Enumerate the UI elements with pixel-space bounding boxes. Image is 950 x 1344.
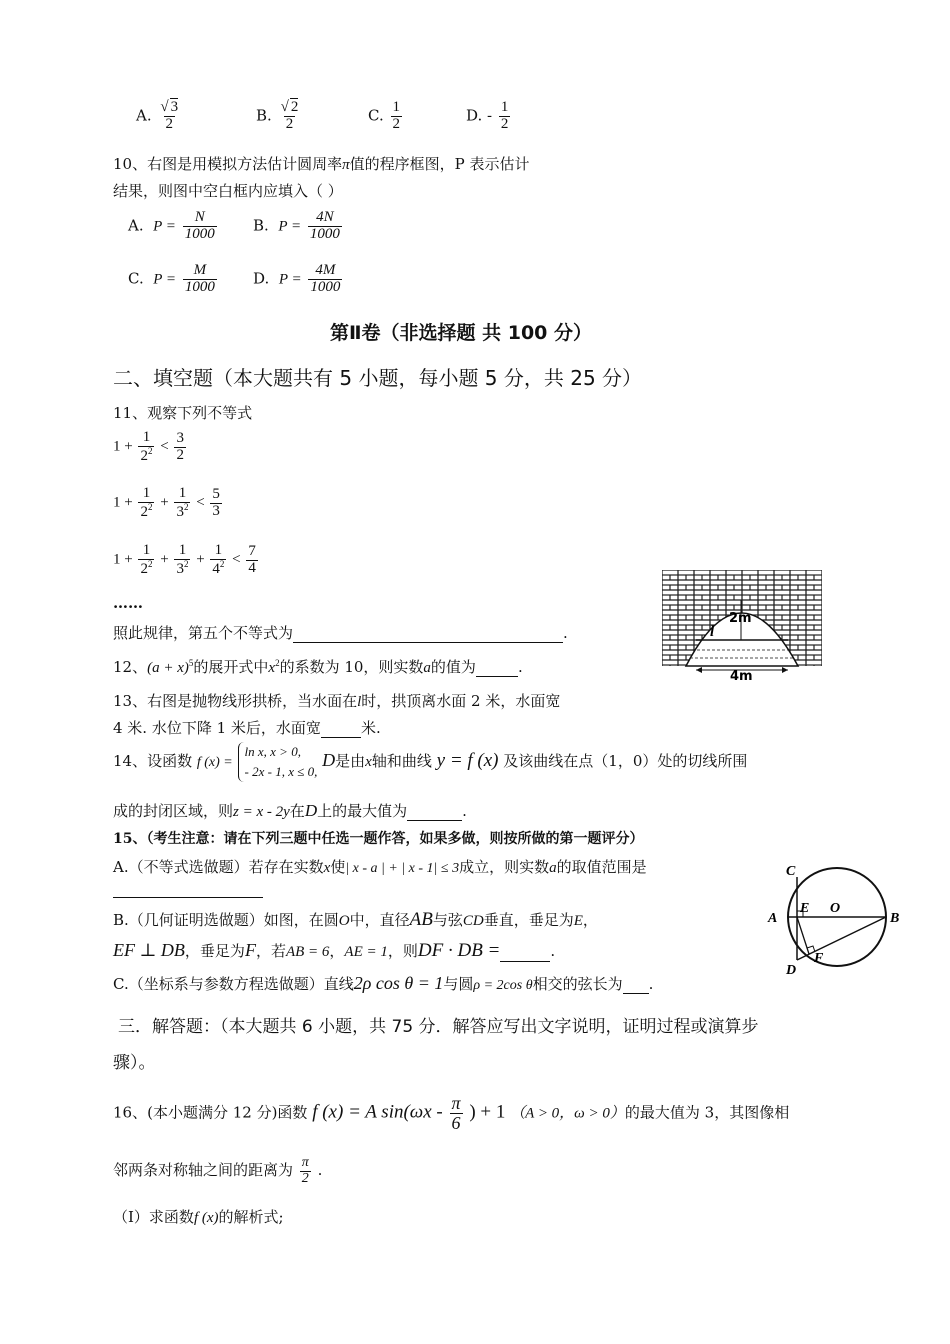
q9-option-d: D. - $\frac{1}{2}$ bbox=[466, 99, 509, 132]
q11-inequality-1: 1 + $\frac{1}{2^2}$ < $\frac{3}{2}$ bbox=[113, 429, 184, 464]
q11-inequality-3: 1 + $\frac{1}{2^2}$ + $\frac{1}{3^2}$ + $\frac{1}{4^2}$ < $\frac{7}{4}$ bbox=[113, 542, 256, 577]
part2-title: 第Ⅱ卷（非选择题 共 100 分） bbox=[330, 322, 593, 344]
q10-line2: 结果，则图中空白框内应填入（ ） bbox=[113, 182, 343, 200]
q10-option-a: A. P = $\frac{N}{1000}$ bbox=[128, 209, 215, 242]
q11-fifth: 照此规律，第五个不等式为 . bbox=[113, 624, 568, 642]
q15-a: A.（不等式选做题）若存在实数x使| x - a | + | x - 1| ≤ 3成立，则实数a的取值范围是 bbox=[113, 858, 647, 876]
section3-title: 三．解答题：（本大题共 6 小题，共 75 分．解答应写出文字说明，证明过程或演算步 bbox=[118, 1017, 759, 1037]
q16-line1: 16、(本小题满分 12 分)函数 f (x) = A sin(ωx - $\frac{\pi}{6}$ ) + 1 （A > 0，ω > 0）的最大值为 3，其图像相 bbox=[113, 1093, 790, 1133]
label-c: C bbox=[786, 864, 796, 879]
q16-line2: 邻两条对称轴之间的距离为 $\frac{\pi}{2}$ . bbox=[113, 1155, 323, 1186]
q13-line1: 13、右图是抛物线形拱桥，当水面在l时，拱顶离水面 2 米，水面宽 bbox=[113, 692, 561, 710]
label-d: D bbox=[786, 963, 797, 978]
q10-option-d: D. P = $\frac{4M}{1000}$ bbox=[253, 262, 341, 295]
q10-line1: 10、右图是用模拟方法估计圆周率π值的程序框图，P 表示估计 bbox=[113, 155, 530, 173]
circle-geometry-figure bbox=[762, 860, 912, 980]
q11-intro: 11、观察下列不等式 bbox=[113, 404, 253, 422]
label-e: E bbox=[800, 901, 810, 916]
section3-title-cont: 骤）。 bbox=[113, 1053, 156, 1073]
section2-title: 二、填空题（本大题共有 5 小题，每小题 5 分，共 25 分） bbox=[113, 366, 643, 390]
q11-ellipsis: …… bbox=[113, 594, 143, 612]
label-b: B bbox=[890, 911, 900, 926]
q15-b-line2: EF ⊥ DB，垂足为F，若AB = 6，AE = 1，则DF · DB = . bbox=[113, 940, 556, 961]
q13-line2: 4 米. 水位下降 1 米后，水面宽 米. bbox=[113, 719, 381, 737]
label-o: O bbox=[830, 901, 841, 916]
q12: 12、$(a + x)^5$的展开式中$x^2$的系数为 10，则实数a的值为 . bbox=[113, 658, 523, 676]
q11-inequality-2: 1 + $\frac{1}{2^2}$ + $\frac{1}{3^2}$ < $\frac{5}{3}$ bbox=[113, 485, 220, 520]
q10-option-c: C. P = $\frac{M}{1000}$ bbox=[128, 262, 215, 295]
q15-b-line1: B.（几何证明选做题）如图，在圆O中，直径AB与弦CD垂直，垂足为E， bbox=[113, 909, 598, 930]
q15-title: 15、（考生注意：请在下列三题中任选一题作答，如果多做，则按所做的第一题评分） bbox=[113, 831, 644, 847]
q16-part1: （Ⅰ）求函数f (x)的解析式; bbox=[113, 1208, 284, 1226]
water-label: l bbox=[710, 624, 715, 640]
width-label: 4m bbox=[730, 669, 753, 682]
segment-db bbox=[797, 917, 886, 960]
arch-bridge-figure bbox=[662, 570, 824, 682]
q15-a-blank bbox=[113, 880, 263, 898]
q14-line1: 14、设函数 f (x) = ln x, x > 0, - 2x - 1, x ≤ 0, D是由x轴和曲线 y = f (x) 及该曲线在点（1，0）处的切线所围 bbox=[113, 742, 747, 782]
q9-option-b: B. $\frac{√ 2}{2}$ bbox=[256, 99, 299, 132]
label-f: F bbox=[814, 951, 824, 966]
q9-option-c: C. $\frac{1}{2}$ bbox=[368, 99, 400, 132]
q15-c: C.（坐标系与参数方程选做题）直线2ρ cos θ = 1与圆ρ = 2cos θ相交的弦长为 . bbox=[113, 973, 654, 993]
q9-option-a: A. $\frac{√ 3}{2}$ bbox=[136, 99, 179, 132]
q10-option-b: B. P = $\frac{4N}{1000}$ bbox=[253, 209, 340, 242]
height-label: 2m bbox=[729, 611, 752, 626]
q14-line2: 成的封闭区域，则z = x - 2y在D上的最大值为 . bbox=[113, 801, 467, 820]
label-a: A bbox=[768, 911, 778, 926]
